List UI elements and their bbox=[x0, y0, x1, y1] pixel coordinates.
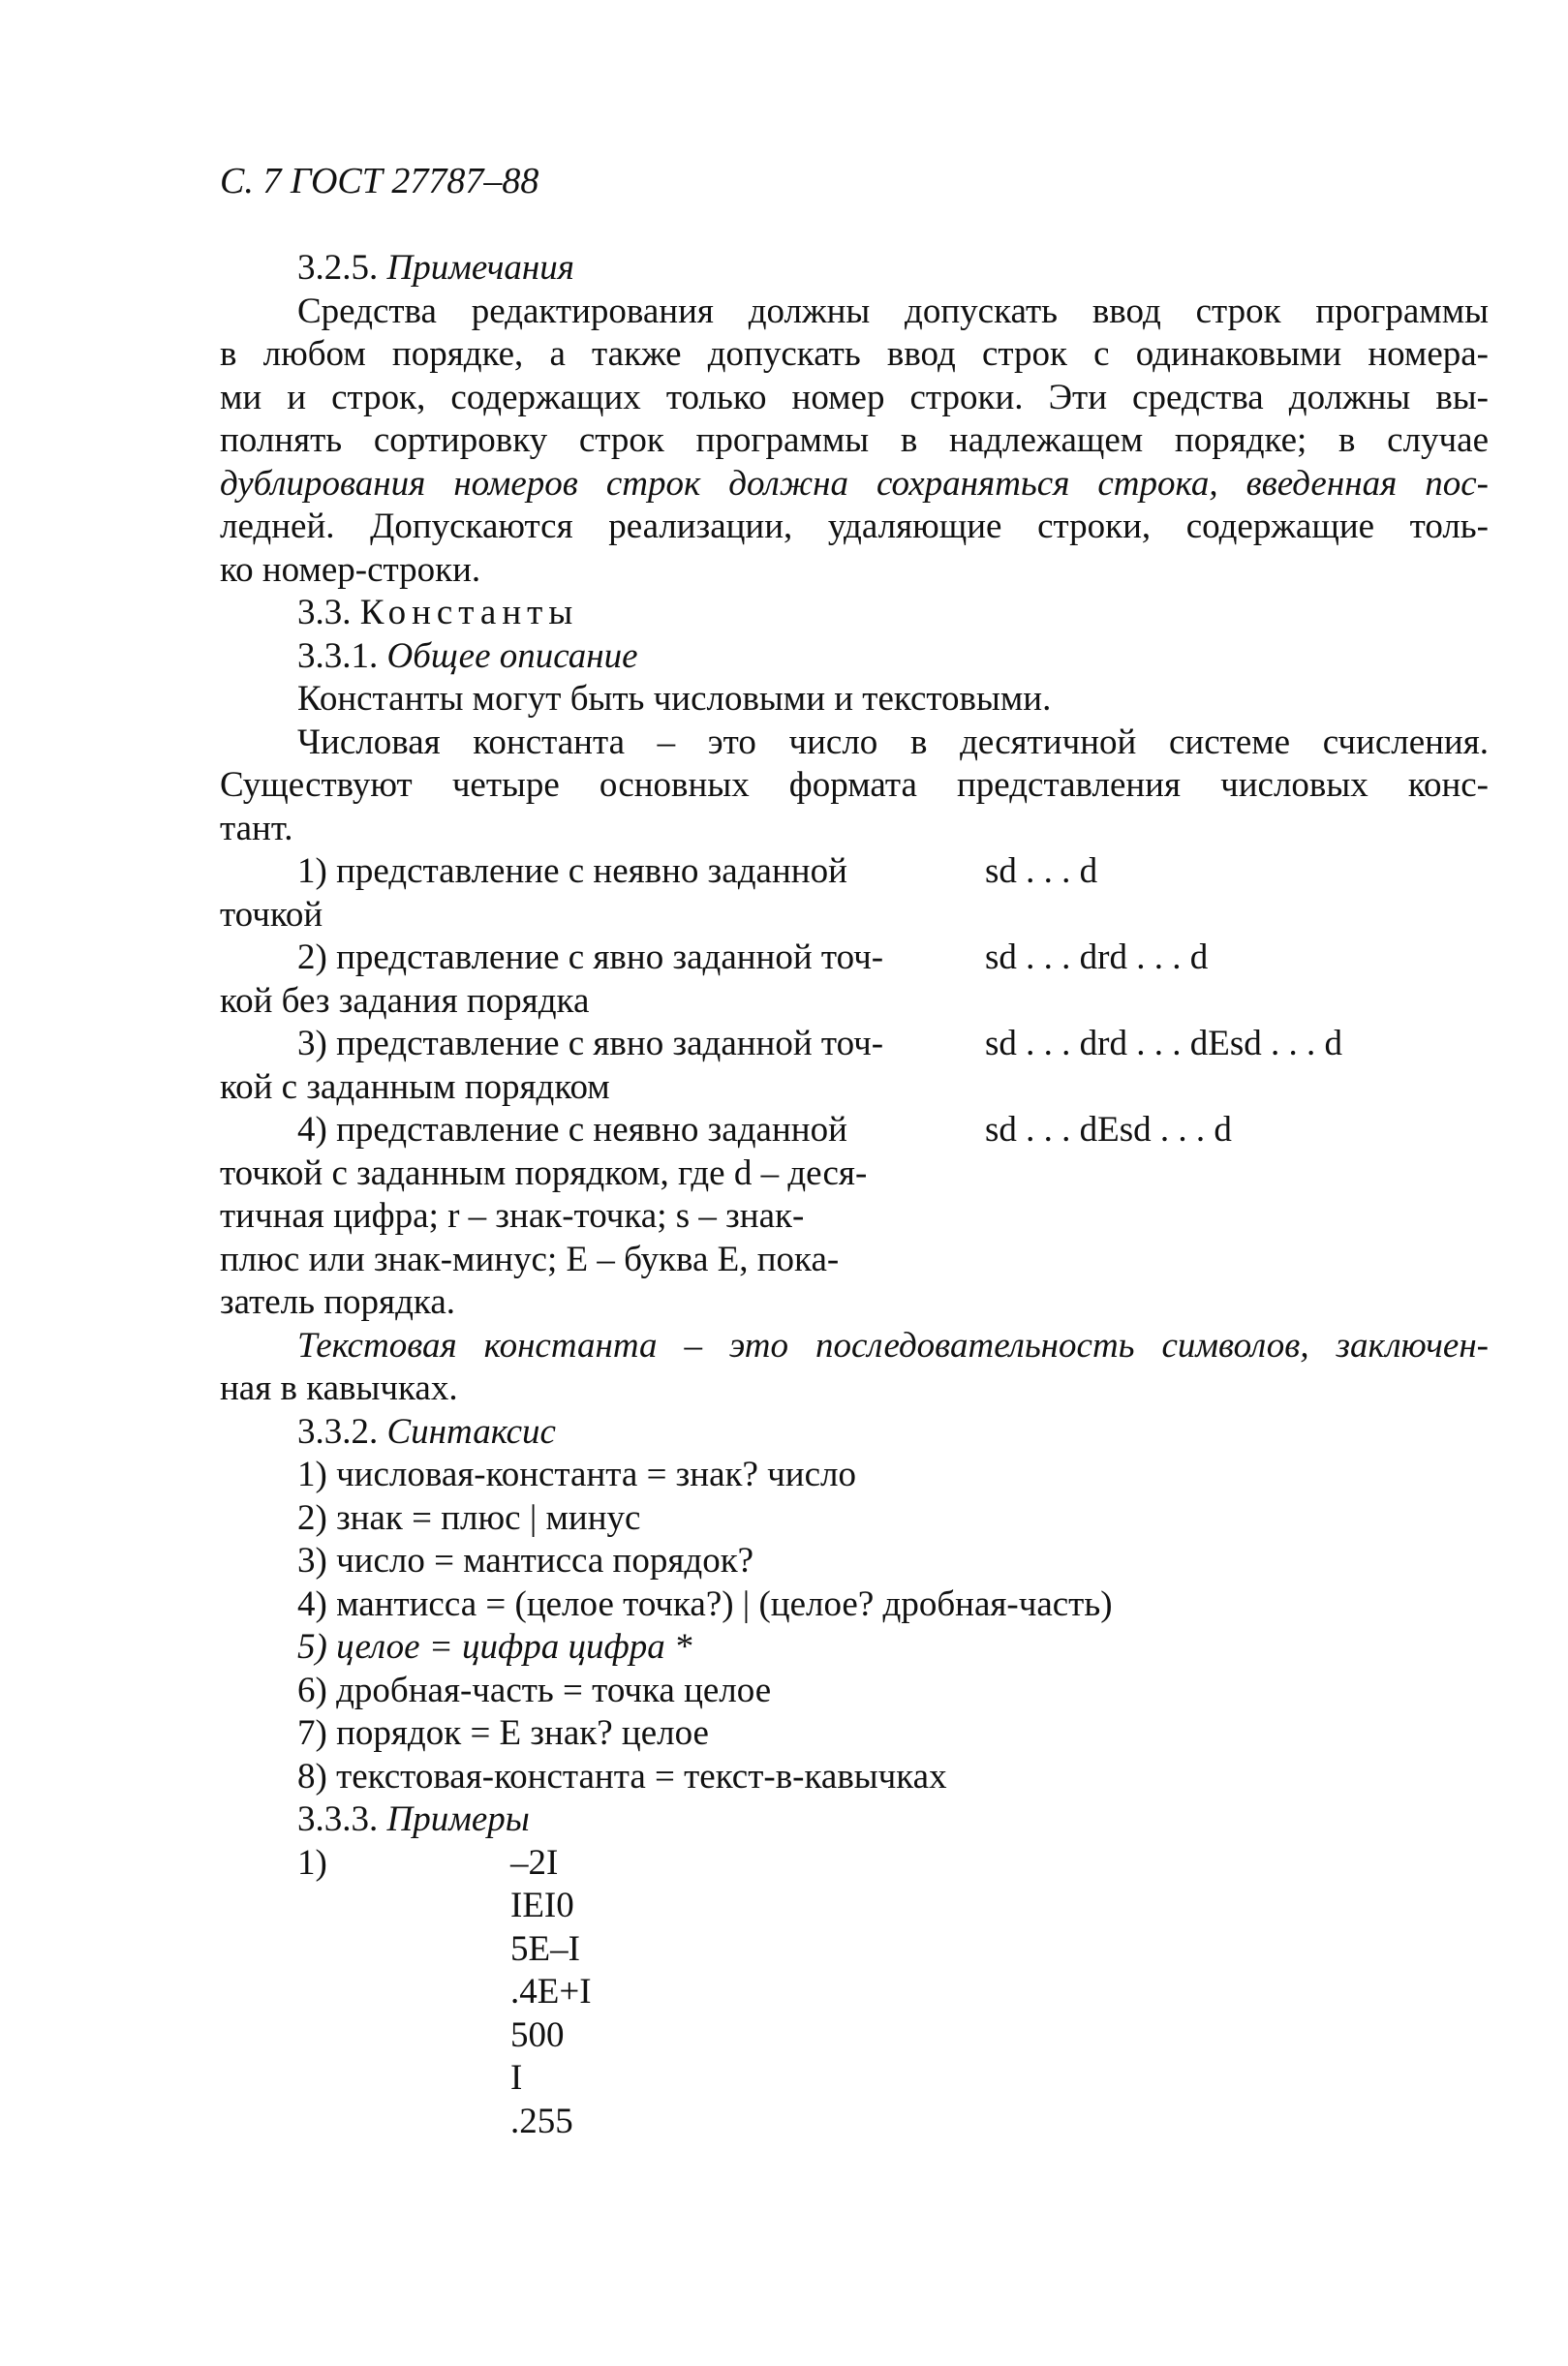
document-body: 3.2.5. Примечания Средства редактирования должны допускать ввод строк программы в любом порядке, а также допускать ввод строк с одинаковыми номера- ми и строк, содержащих только номер строки. Эти средства должны вы- полнять сортировку строк программы в надлежащем порядке; в случае дублирования номеров строк должна сохраняться строка, введенная пос- ледней. Допускаются реализации, удаляющие строки, содержащие толь- ко номер-строки. 3.3. Константы 3.3.1. Общее описание Константы могут быть числовыми и текстовыми. Числовая константа – это число в десятичной системе счисления. Существуют четыре основных формата представления числовых конс- тант. 1) представление с неявно заданной sd . . . d точкой 2) представление с явно заданной точ- sd . . . drd . . . d кой без задания порядка 3) представление с явно заданной точ- sd . . . drd . . . dEsd . . . d кой с заданным порядком 4) представление с неявно заданной sd . . . dEsd . . . d точкой с заданным порядком, где d – деся- тичная цифра; r – знак-точка; s – знак- плюс или знак-минус; E – буква E, пока- затель порядка. Текстовая константа – это последовательность символов, заключен- ная в кавычках. 3.3.2. Синтаксис 1) числовая-константа = знак? число 2) знак = плюс | минус 3) число = мантисса порядок? 4) мантисса = (целое точка?) | (целое? дробная-часть) 5) целое = цифра цифра * 6) дробная-часть = точка целое 7) порядок = E знак? целое 8) текстовая-константа = текст-в-кавычках 3.3.3. Примеры 1) –2I IEI0 5E–I .4E+I 500 I .255 bbox=[220, 247, 1489, 2143]
format-item-4: 4) представление с неявно заданной sd . . . dEsd . . . d bbox=[220, 1109, 1489, 1152]
paragraph-line: Константы могут быть числовыми и текстовыми. bbox=[297, 679, 1052, 719]
paragraph-line: Существуют четыре основных формата представления числовых конс- bbox=[220, 765, 1489, 805]
example-item: .255 bbox=[510, 2101, 573, 2141]
section-3-3-2-heading: 3.3.2. Синтаксис bbox=[297, 1411, 556, 1452]
paragraph-line: ная в кавычках. bbox=[220, 1368, 458, 1408]
syntax-rule: 8) текстовая-константа = текст-в-кавычках bbox=[297, 1756, 947, 1797]
format-pattern: sd . . . dEsd . . . d bbox=[985, 1110, 1232, 1150]
example-item: IEI0 bbox=[510, 1886, 574, 1925]
syntax-rule: 2) знак = плюс | минус bbox=[297, 1497, 641, 1538]
syntax-rule: 1) числовая-константа = знак? число bbox=[297, 1455, 856, 1494]
syntax-rule: 3) число = мантисса порядок? bbox=[297, 1541, 754, 1581]
example-item: I bbox=[510, 2058, 523, 2098]
section-3-2-5-heading: 3.2.5. Примечания bbox=[297, 248, 574, 288]
example-item: 500 bbox=[510, 2014, 565, 2055]
syntax-rule: 6) дробная-часть = точка целое bbox=[297, 1670, 772, 1710]
example-item: .4E+I bbox=[510, 1972, 592, 2012]
syntax-rule: 5) целое = цифра цифра * bbox=[297, 1627, 692, 1667]
syntax-rule: 7) порядок = E знак? целое bbox=[297, 1713, 709, 1753]
example-item: 1) –2I bbox=[297, 1842, 559, 1883]
syntax-rule: 4) мантисса = (целое точка?) | (целое? дробная-часть) bbox=[297, 1583, 1113, 1624]
paragraph-line: Числовая константа – это число в десятичной системе счисления. bbox=[297, 722, 1489, 762]
format-item-3: 3) представление с явно заданной точ- sd . . . drd . . . dEsd . . . d bbox=[220, 1023, 1489, 1066]
format-pattern: sd . . . drd . . . dEsd . . . d bbox=[985, 1024, 1342, 1063]
paragraph-line: в любом порядке, а также допускать ввод строк с одинаковыми номера- bbox=[220, 334, 1489, 374]
paragraph-line: тант. bbox=[220, 808, 293, 848]
paragraph-line: дублирования номеров строк должна сохраняться строка, введенная пос- bbox=[220, 463, 1489, 504]
paragraph-line: Текстовая константа – это последовательность символов, заключен- bbox=[297, 1325, 1489, 1366]
paragraph-line: ледней. Допускаются реализации, удаляющие строки, содержащие толь- bbox=[220, 507, 1489, 546]
format-item-2: 2) представление с явно заданной точ- sd . . . drd . . . d bbox=[220, 937, 1489, 980]
page-header: С. 7 ГОСТ 27787–88 bbox=[220, 161, 539, 201]
section-3-3-3-heading: 3.3.3. Примеры bbox=[297, 1799, 530, 1839]
paragraph-line: Средства редактирования должны допускать ввод строк программы bbox=[297, 291, 1489, 331]
section-3-3-1-heading: 3.3.1. Общее описание bbox=[297, 635, 638, 676]
section-3-3-heading: 3.3. Константы bbox=[297, 593, 579, 632]
paragraph-line: ко номер-строки. bbox=[220, 549, 481, 590]
paragraph-line: полнять сортировку строк программы в надлежащем порядке; в случае bbox=[220, 420, 1489, 460]
format-pattern: sd . . . d bbox=[985, 851, 1098, 891]
format-item-1: 1) представление с неявно заданной sd . . . d bbox=[220, 850, 1489, 894]
example-item: 5E–I bbox=[510, 1928, 580, 1969]
paragraph-line: ми и строк, содержащих только номер строки. Эти средства должны вы- bbox=[220, 377, 1489, 417]
format-pattern: sd . . . drd . . . d bbox=[985, 937, 1209, 977]
